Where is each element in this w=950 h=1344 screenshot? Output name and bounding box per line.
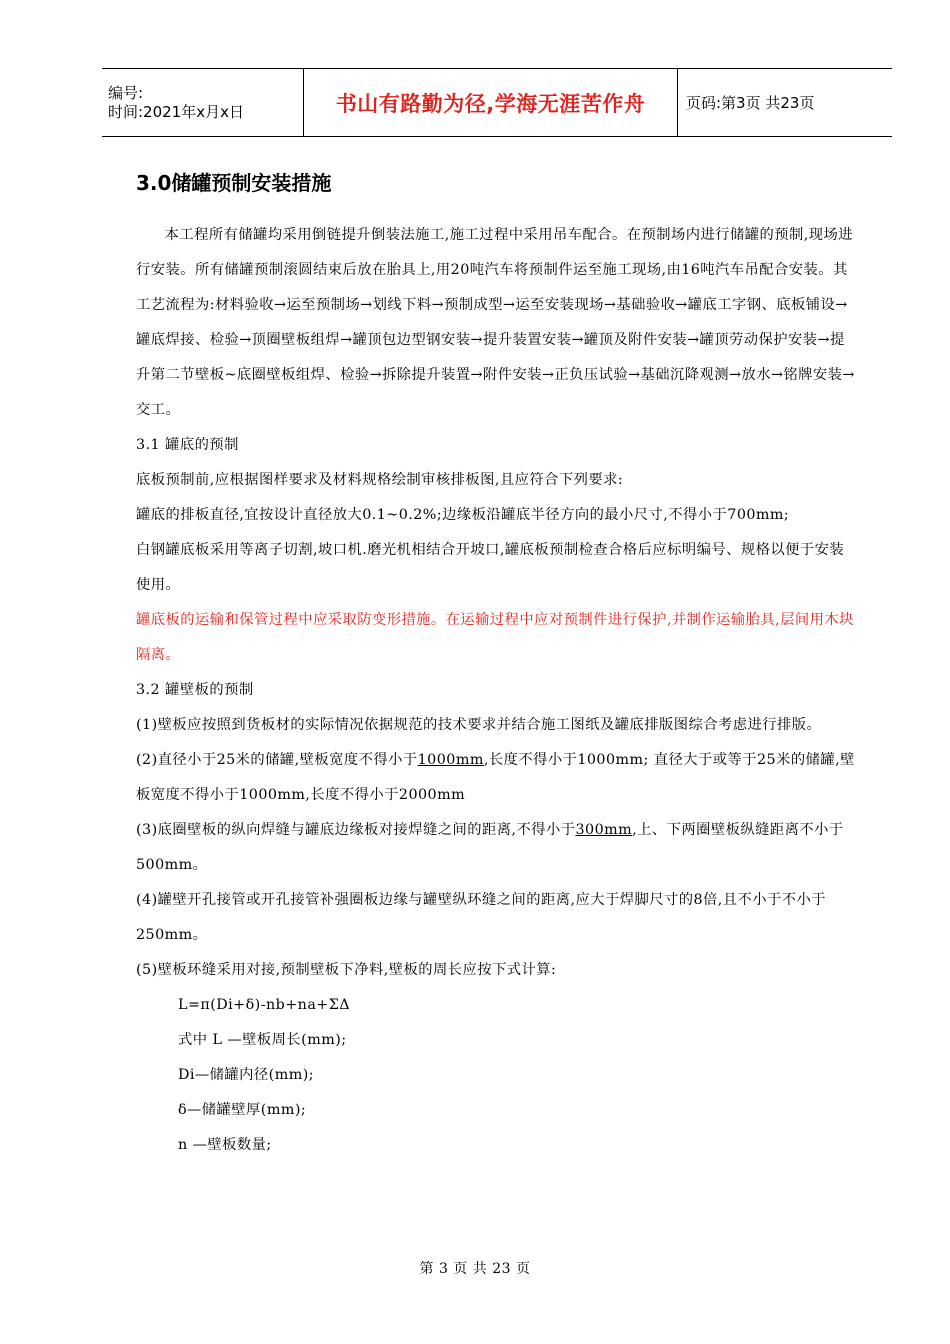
formula-legend-item: Di—储罐内径(mm); [178, 1067, 315, 1083]
underlined-value: 1000mm [417, 752, 484, 768]
list-item [136, 743, 856, 813]
formula-legend-item: δ—储罐壁厚(mm); [178, 1102, 307, 1118]
document-time-label: 时间:2021年x月x日 [108, 102, 244, 121]
paragraph: 底板预制前,应根据图样要求及材料规格绘制审核排板图,且应符合下列要求: [136, 472, 624, 488]
list-item: (5)壁板环缝采用对接,预制壁板下净料,壁板的周长应按下式计算: [136, 962, 557, 978]
header-info-cell [102, 69, 304, 136]
subsection-heading-tank-bottom: 3.1 罐底的预制 [136, 437, 239, 453]
header-page-number: 页码:第3页 共23页 [686, 94, 815, 112]
list-item: (4)罐壁开孔接管或开孔接管补强圈板边缘与罐壁纵环缝之间的距离,应大于焊脚尺寸的8倍,且不小于不小于250mm。 [136, 892, 826, 943]
list-item: (1)壁板应按照到货板材的实际情况依据规范的技术要求并结合施工图纸及罐底排版图综合考虑进行排版。 [136, 717, 822, 733]
text-run: (2)直径小于25米的储罐,壁板宽度不得小于 [136, 752, 418, 768]
document-body [136, 168, 856, 1163]
subsection-heading-tank-wall: 3.2 罐壁板的预制 [136, 682, 254, 698]
section-title: 3.0储罐预制安装措施 [136, 171, 332, 195]
header-motto: 书山有路勤为径,学海无涯苦作舟 [304, 69, 678, 136]
page-footer: 第 3 页 共 23 页 [419, 1261, 531, 1277]
paragraph: 白钢罐底板采用等离子切割,坡口机.磨光机相结合开坡口,罐底板预制检查合格后应标明编号、规格以便于安装使用。 [136, 542, 845, 593]
text-run: ,上、下两圈壁板纵缝距离不小于500mm。 [136, 822, 844, 873]
highlighted-paragraph: 罐底板的运输和保管过程中应采取防变形措施。在运输过程中应对预制件进行保护,并制作运输胎具,层间用木块隔离。 [136, 612, 854, 663]
document-number-label: 编号: [108, 83, 144, 102]
text-run: (3)底圈壁板的纵向焊缝与罐底边缘板对接焊缝之间的距离,不得小于 [136, 822, 576, 838]
paragraph: 罐底的排板直径,宜按设计直径放大0.1~0.2%;边缘板沿罐底半径方向的最小尺寸,不得小于700mm; [136, 507, 790, 523]
formula-legend-item: n —壁板数量; [178, 1137, 272, 1153]
underlined-value: 300mm [575, 822, 633, 838]
formula-legend-item: 式中 L —壁板周长(mm); [178, 1032, 347, 1048]
section-intro-paragraph: 本工程所有储罐均采用倒链提升倒装法施工,施工过程中采用吊车配合。在预制场内进行储罐的预制,现场进行安装。所有储罐预制滚圆结束后放在胎具上,用20吨汽车将预制件运至施工现场,由16吨汽车吊配合安装。其工艺流程为:材料验收→运至预制场→划线下料→预制成型→运至安装现场→基础验收→罐底工字钢、底板铺设→罐底焊接、检验→顶圈壁板组焊→罐顶包边型钢安装→提升装置安装→罐顶及附件安装→罐顶劳动保护安装→提升第二节壁板~底圈壁板组焊、检验→拆除提升装置→附件安装→正负压试验→基础沉降观测→放水→铭牌安装→交工。 [136, 227, 855, 418]
perimeter-formula: L=π(Di+δ)-nb+na+ΣΔ [178, 997, 351, 1013]
text-run: ,长度不得小于1000mm; 直径大于或等于25米的储罐,壁板宽度不得小于1000mm,长度不得小于2000mm [136, 752, 855, 803]
page-header [102, 68, 892, 137]
list-item [136, 813, 856, 883]
